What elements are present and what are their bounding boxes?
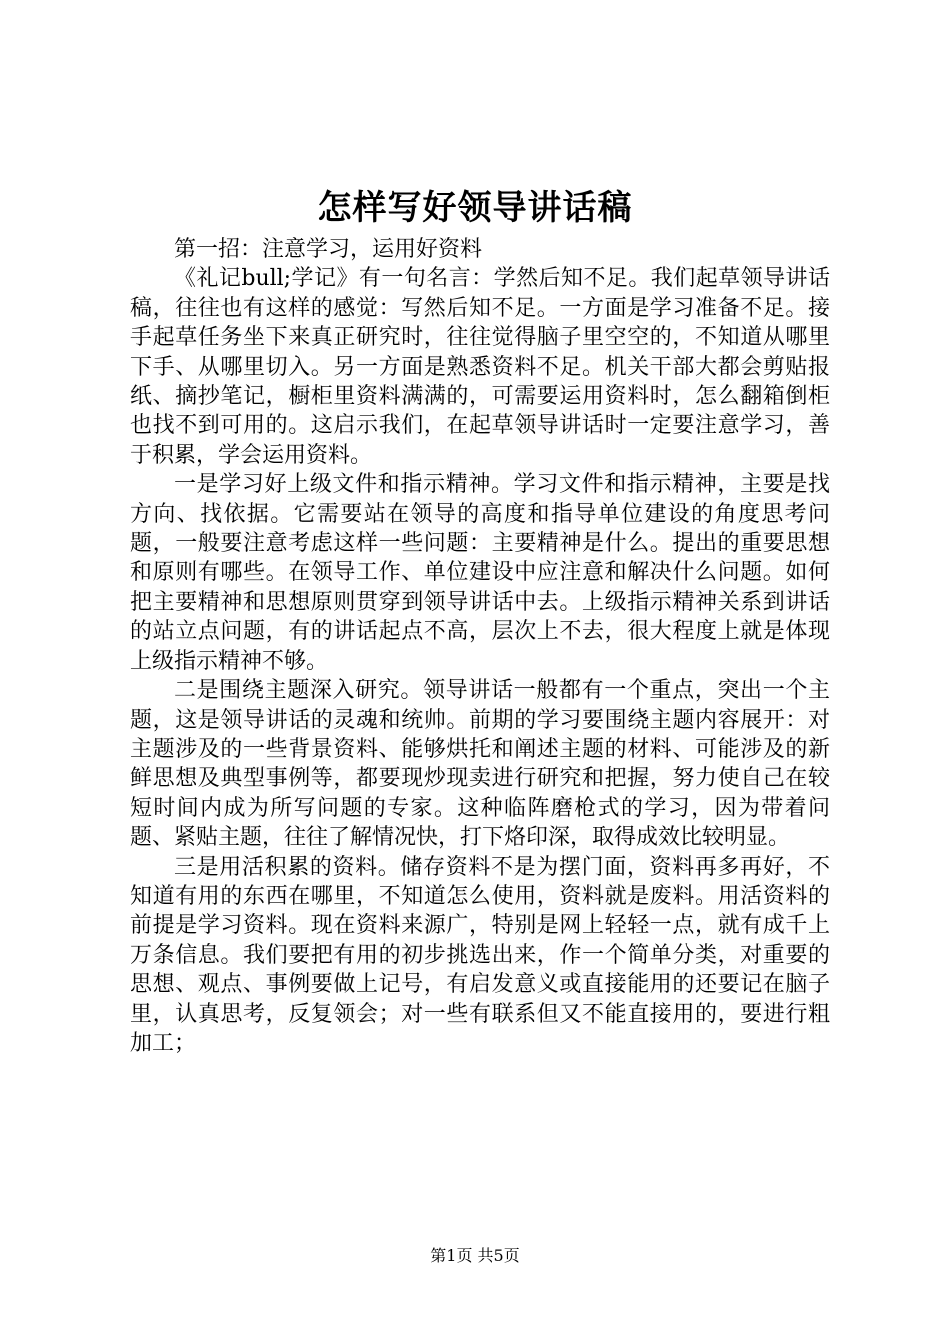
paragraph: 一是学习好上级文件和指示精神。学习文件和指示精神，主要是找方向、找依据。它需要站在领导的高度和指导单位建设的角度思考问题，一般要注意考虑这样一些问题：主要精神是什么。提出的重要思想和原则有哪些。在领导工作、单位建设中应注意和解决什么问题。如何把主要精神和思想原则贯穿到领导讲话中去。上级指示精神关系到讲话的站立点问题，有的讲话起点不高，层次上不去，很大程度上就是体现上级指示精神不够。 bbox=[130, 472, 830, 674]
paragraph: 二是围绕主题深入研究。领导讲话一般都有一个重点，突出一个主题，这是领导讲话的灵魂和统帅。前期的学习要围绕主题内容展开：对主题涉及的一些背景资料、能够烘托和阐述主题的材料、可能涉及的新鲜思想及典型事例等，都要现炒现卖进行研究和把握，努力使自己在较短时间内成为所写问题的专家。这种临阵磨枪式的学习，因为带着问题、紧贴主题，往往了解情况快，打下烙印深，取得成效比较明显。 bbox=[130, 678, 830, 851]
document-body bbox=[130, 235, 830, 1058]
paragraph: 三是用活积累的资料。储存资料不是为摆门面，资料再多再好，不知道有用的东西在哪里，不知道怎么使用，资料就是废料。用活资料的前提是学习资料。现在资料来源广，特别是网上轻轻一点，就有成千上万条信息。我们要把有用的初步挑选出来，作一个简单分类，对重要的思想、观点、事例要做上记号，有启发意义或直接能用的还要记在脑子里，认真思考，反复领会；对一些有联系但又不能直接用的，要进行粗加工； bbox=[130, 854, 830, 1056]
paragraph: 《礼记bull;学记》有一句名言：学然后知不足。我们起草领导讲话稿，往往也有这样的感觉：写然后知不足。一方面是学习准备不足。接手起草任务坐下来真正研究时，往往觉得脑子里空空的，不知道从哪里下手、从哪里切入。另一方面是熟悉资料不足。机关干部大都会剪贴报纸、摘抄笔记，橱柜里资料满满的，可需要运用资料时，怎么翻箱倒柜也找不到可用的。这启示我们，在起草领导讲话时一定要注意学习，善于积累，学会运用资料。 bbox=[130, 266, 830, 468]
section-heading: 第一招：注意学习，运用好资料 bbox=[174, 237, 483, 262]
document-title: 怎样写好领导讲话稿 bbox=[317, 188, 633, 228]
page-footer: 第1页 共5页 bbox=[430, 1246, 520, 1265]
